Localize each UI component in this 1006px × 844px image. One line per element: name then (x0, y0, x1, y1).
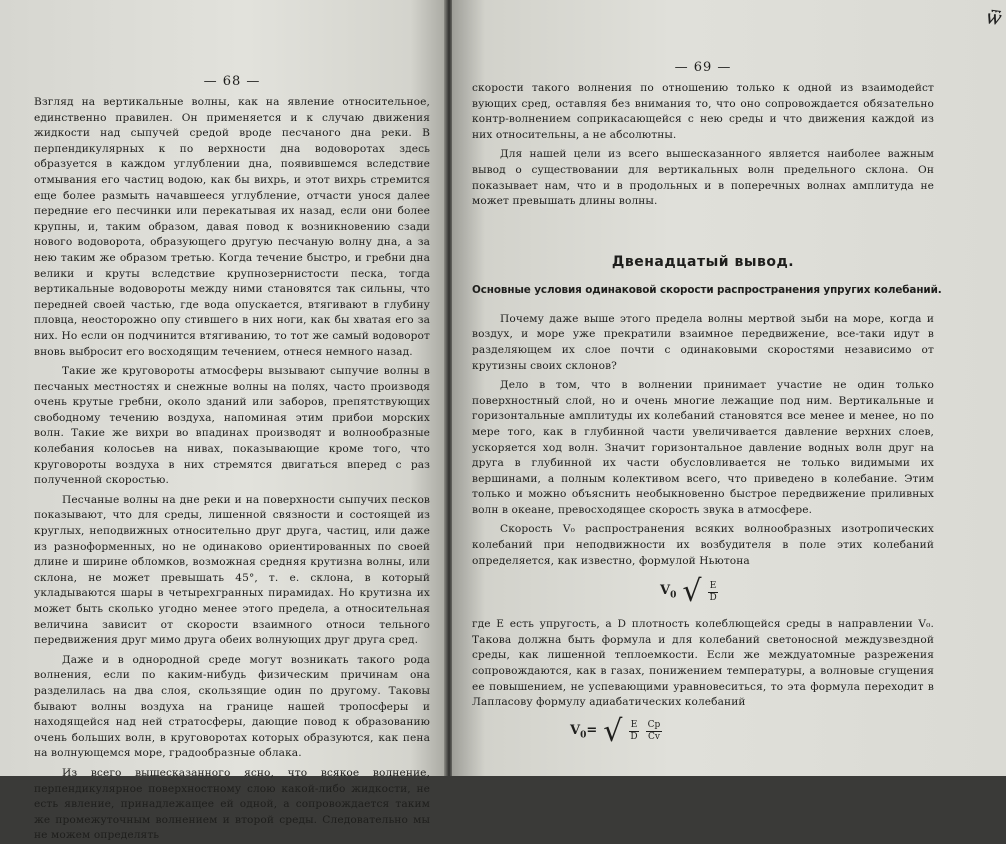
left-paragraph-2: Такие же круговороты атмосферы вызывают сыпучие волны в песчаных местностях и снежные волны на полях, часто производя очень крутые гребни, около зданий или заборов, препятствующих свободному течению воздуха, напоминая этим прибои морских волн. Такие же вихри во впадинах производят и волнообразные колебания колосьев на нивах, показывающие кроме того, что круговороты воздуха в них стремятся двигаться вперед с раз полученной скоростью. (34, 365, 430, 487)
right-page (452, 0, 1006, 776)
formula2-lhs-symbol: V (570, 723, 581, 739)
formula-lhs-subscript: 0 (670, 591, 677, 602)
right-after-formula-paragraph: где E есть упругость, а D плотность колеблющейся среды в направлении V₀. Такова должна быть формула и для колебаний светоносной междузвездной среды, как лишенной теплоемкости. Если же междуатомные разрежения сопровождаются, как в газах, понижением температуры, а волновые сгущения ее повышением, не успевающими уравновеситься, то эта формула переходит в Лапласову формулу адиабатических колебаний (472, 618, 934, 709)
fraction2-denominator-2: Cv (647, 732, 660, 743)
radical-sign: √ (682, 574, 702, 610)
fraction-denominator: D (709, 592, 717, 603)
right-intro-paragraph-1: скорости такого волнения по отношению только к одной из взаимодейст вующих сред, оставляя без внимания то, что оно сопровождается обязательно контр-волнением соприкасающейся с нею среды и что движения каждой из них относительны, а не абсолютны. (472, 82, 934, 141)
fraction2-denominator-1: D (630, 732, 638, 743)
fraction2-numerator-2: Cp (647, 720, 661, 731)
formula2-lhs-subscript: 0 (580, 730, 587, 741)
left-paragraph-3: Песчаные волны на дне реки и на поверхности сыпучих песков показывают, что для среды, лишенной связности и состоящей из круглых, неподвижных относительно друг друга, частиц, или даже из разноформенных, но не одинаково ориентированных по своей длине и ширине обломков, возможная средняя крутизна волны, или склона, не может превышать 45°, т. е. склона, в который укладываются шары в четырехгранных пирамидах. Но крутизна их может быть сколько угодно менее этого предела, а относительная величина зависит от скорости взаимного относи тельного передвижения друг мимо друга обеих волнующих друг другa сред. (34, 493, 430, 647)
left-page-number: — 68 — (203, 74, 261, 89)
fraction-e-over-d (707, 581, 718, 604)
left-paragraph-4: Даже и в однородной среде могут возникать такого рода волнения, если по каким-нибудь физическим причинам она разделилась на два слоя, скользящие один по другому. Таковы бывают волны воздуха на границе нашей тропосферы и находящейся над ней стратосферы, дающие повод к образованию очень больших волн, в круговоротах которых образуются, как пена на волнующемся море, градообразные облака. (34, 653, 430, 760)
formula2-lhs (570, 723, 597, 741)
fraction2-numerator-1: E (630, 720, 638, 731)
left-paragraph-5: Из всего вышесказанного ясно, что всякое волнение, перпендикулярное поверхностному слою какой-либо жидкости, не есть явление, принадлежащее ей одной, а сопровождается таким же промежуточным волнением и второй среды. Следовательно мы не можем определять (34, 766, 430, 842)
section-title: Двенадцатый вывод. (611, 253, 795, 270)
fraction-numerator: E (709, 580, 717, 591)
right-page-number: — 69 — (674, 60, 732, 75)
fraction-cp-over-cv (646, 720, 663, 743)
right-body-paragraph-1: Почему даже выше этого предела волны мертвой зыби на море, когда и воздух, и море уже прекратили взаимное передвижение, все-таки идут в разделяющем их слое почти с одинаковыми скоростями независимо от крутизны своих склонов? (472, 312, 934, 372)
radical-sign-2: √ (603, 713, 623, 749)
formula2-equals: = (586, 723, 598, 739)
left-page (0, 0, 446, 842)
laplace-formula (472, 713, 934, 749)
formula-lhs-symbol: V (660, 583, 671, 599)
right-body-paragraph-2: Дело в том, что в волнении принимает участие не один только поверхностный слой, но и очень многие лежащие под ним. Вертикальные и горизонтальные амплитуды их колебаний становятся все менее и менее, но по мере того, как в глубинной части увеличивается давление верхних слоев, ускоряется ход волн. Значит горизонтальное давление водных волн друг на друга в глубинной их части обусловливается не только видимыми их вершинами, а полным колективом всего, что приведено в колебание. Этим только и можно объяснить необыкновенно быстрое передвижение приливных волн в океане, превосходящее скорость звука в атмосфере. (472, 379, 934, 516)
right-intro-paragraph-2: Для нашей цели из всего вышесказанного является наиболее важным вывод о существовании для вертикальных волн предельного склона. Он показывает нам, что и в продольных и в поперечных волнах амплитуда не может превышать длины волны. (472, 148, 934, 208)
section-subtitle: Основные условия одинаковой скорости распространения упругих колебаний. (472, 283, 942, 296)
fraction-e-over-d-2 (628, 720, 639, 743)
handwritten-margin-mark: ѿ (984, 4, 1002, 31)
left-paragraph-1: Взгляд на вертикальные волны, как на явление относительное, единственно правилен. Он применяется и к случаю движения жидкости над сыпучей средой вроде песчаного дна реки. В перпендикулярных к по верхности дна водоворотах здесь образуется в каждом углублении дна, появившемся вследствие отмывания его частиц водою, как бы вихрь, и этот вихрь стремится еще более размыть начавшееся углубление, отчасти унося далее передние его песчинки или перекатывая их назад, если они более крупны, и, таким образом, давая повод к возникновению сзади нового водоворота, образующего другую песчаную волну дна, а за нею таким же образом третью. Когда течение быстро, и гребни дна велики и круты вследствие крупнозернистости песка, тогда вертикальные водовороты между ними становятся так сильны, что передней своей частью, где вода опускается, втягивают в глубину пловца, неосторожно опу стившего в них ноги, как бы хватая его за них. Но если он подчинится втягиванию, то тот же самый водоворот вновь выбросит его восходящим течением, отнеся немного назад. (34, 96, 430, 358)
newton-formula (472, 574, 934, 610)
right-body-paragraph-3: Скорость V₀ распространения всяких волнообразных изотропических колебаний при неподвижности их возбудителя в поле этих колебаний определяется, как известно, формулой Ньютона (472, 523, 934, 567)
formula-lhs (660, 583, 676, 601)
